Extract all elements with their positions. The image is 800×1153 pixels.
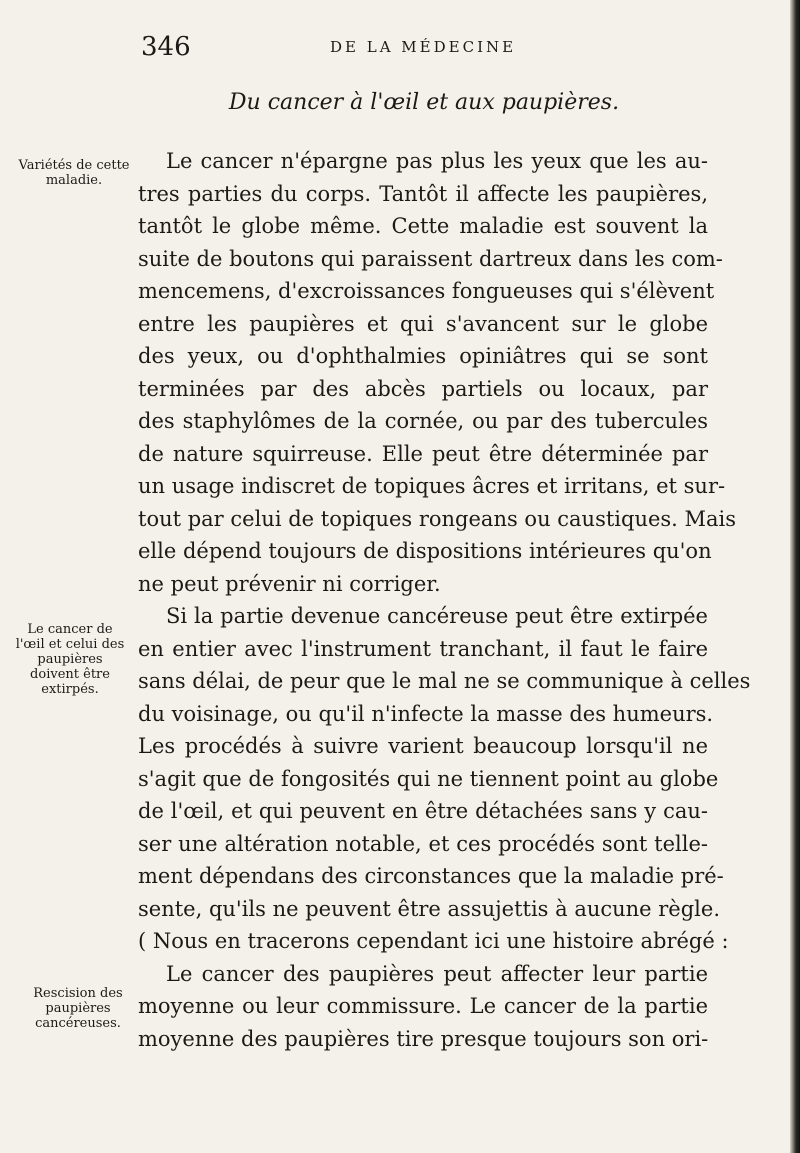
text-line: Le cancer des paupières peut affecter leur partie (166, 961, 708, 986)
section-title: Du cancer à l'œil et aux paupières. (228, 90, 620, 115)
text-line: s'agit que de fongosités qui ne tiennent point au globe (138, 766, 719, 791)
text-line: ne peut prévenir ni corriger. (138, 571, 441, 596)
text-line: des staphylômes de la cornée, ou par des tubercules (138, 409, 708, 433)
text-line: Si la partie devenue cancéreuse peut être extirpée (166, 604, 708, 628)
running-head: DE LA MÉDECINE (330, 38, 517, 56)
text-line: tout par celui de topiques rongeans ou caustiques. Mais (138, 506, 737, 531)
text-line: ser une altération notable, et ces procédés sont telle- (138, 831, 708, 856)
text-line: de nature squirreuse. Elle peut être déterminée par (138, 441, 708, 466)
body-text (138, 145, 751, 1055)
text-line: moyenne ou leur commissure. Le cancer de la partie (138, 994, 708, 1018)
text-line: ment dépendans des circonstances que la maladie pré- (138, 864, 724, 888)
text-line: du voisinage, ou qu'il n'infecte la masse des humeurs. (138, 701, 714, 726)
text-line: des yeux, ou d'ophthalmies opiniâtres qui se sont (138, 344, 708, 368)
margin-note: Rescision des paupières cancéreuses. (33, 986, 123, 1031)
text-line: mencemens, d'excroissances fongueuses qui s'élèvent (138, 279, 715, 303)
text-line: terminées par des abcès partiels ou locaux, par (138, 376, 708, 401)
text-line: sans délai, de peur que le mal ne se communique à celles (138, 669, 751, 693)
page-edge-shadow (790, 0, 800, 1153)
text-line: Le cancer n'épargne pas plus les yeux que les au- (166, 149, 708, 173)
text-line: entre les paupières et qui s'avancent sur le globe (138, 311, 708, 336)
page-header (0, 32, 800, 64)
text-line: de l'œil, et qui peuvent en être détachées sans y cau- (138, 799, 708, 823)
text-line: sente, qu'ils ne peuvent être assujettis à aucune règle. (138, 896, 721, 921)
margin-note: Variétés de cette maladie. (18, 158, 130, 188)
page-number: 346 (141, 32, 191, 62)
text-line: Les procédés à suivre varient beaucoup lorsqu'il ne (138, 734, 708, 758)
text-line: ( Nous en tracerons cependant ici une histoire abrégé : (138, 929, 729, 953)
text-line: un usage indiscret de topiques âcres et irritans, et sur- (138, 474, 726, 498)
margin-note: Le cancer de l'œil et celui des paupières doivent être extirpés. (15, 622, 125, 697)
text-line: en entier avec l'instrument tranchant, il faut le faire (138, 636, 708, 661)
text-line: tantôt le globe même. Cette maladie est souvent la (138, 214, 708, 238)
text-line: moyenne des paupières tire presque toujours son ori- (138, 1026, 709, 1051)
text-line: tres parties du corps. Tantôt il affecte les paupières, (138, 181, 708, 206)
text-line: suite de boutons qui paraissent dartreux dans les com- (138, 246, 723, 271)
text-line: elle dépend toujours de dispositions intérieures qu'on (138, 539, 712, 563)
